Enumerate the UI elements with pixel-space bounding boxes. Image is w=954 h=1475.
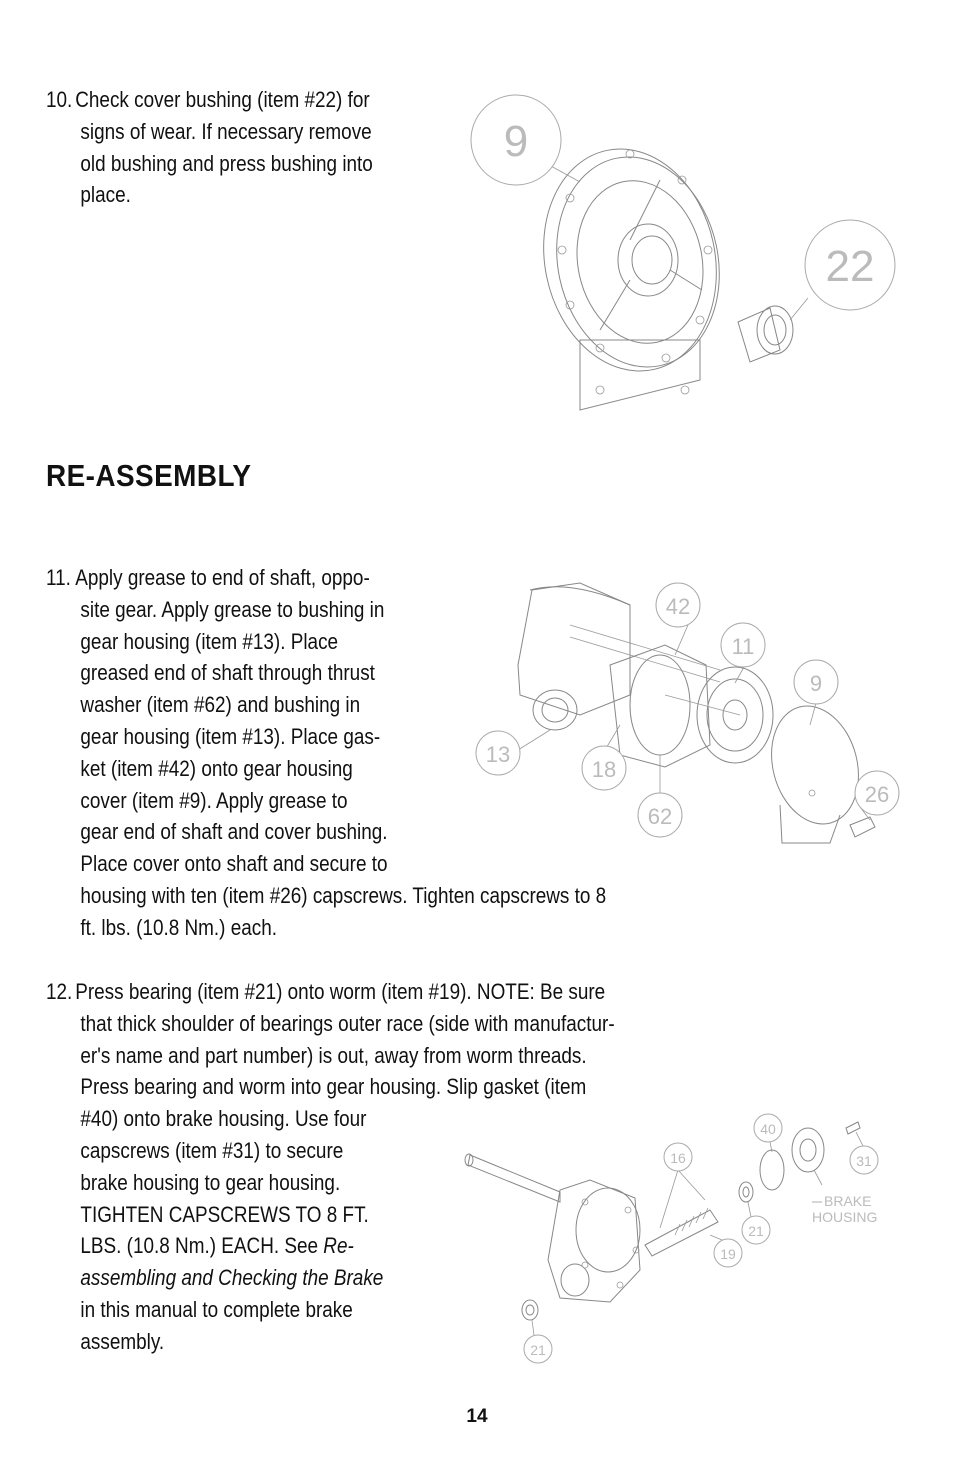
callout-label: 9 xyxy=(503,117,529,166)
step-text-line: housing with ten (item #26) capscrews. Tighten capscrews to 8 xyxy=(80,882,607,908)
callout-label: 9 xyxy=(809,671,823,696)
section-heading: RE-ASSEMBLY xyxy=(46,458,252,493)
step-text-line: in this manual to complete brake xyxy=(80,1296,353,1322)
step-text-line: Check cover bushing (item #22) for xyxy=(75,87,370,112)
callout-label: 42 xyxy=(665,594,691,619)
callout-label: 62 xyxy=(647,804,673,829)
step-text-line: LBS. (10.8 Nm.) EACH. See xyxy=(80,1233,319,1259)
step-text-line: brake housing to gear housing. xyxy=(80,1169,341,1195)
brake-housing-label: BRAKE xyxy=(824,1193,872,1209)
step-text-line: #40) onto brake housing. Use four xyxy=(80,1106,367,1132)
step-text-line: greased end of shaft through thrust xyxy=(80,660,375,686)
step-text-line: assembly. xyxy=(80,1328,165,1354)
step-text-line: er's name and part number) is out, away from worm threads. xyxy=(80,1042,587,1068)
step-text-line: cover (item #9). Apply grease to xyxy=(80,787,348,813)
step-10 xyxy=(46,84,373,211)
step-text-line: site gear. Apply grease to bushing in xyxy=(80,596,385,622)
callout-label: 16 xyxy=(670,1150,686,1166)
brake-housing-label: HOUSING xyxy=(812,1209,878,1225)
step-text-line: TIGHTEN CAPSCREWS TO 8 FT. xyxy=(80,1201,369,1227)
step-text-line: Apply grease to end of shaft, oppo- xyxy=(75,565,370,590)
step-number: 12. xyxy=(46,979,73,1004)
step-text-line: Press bearing and worm into gear housing. Slip gasket (item xyxy=(80,1074,587,1100)
figure-worm-brake-housing xyxy=(460,1110,900,1370)
callout-label: 22 xyxy=(825,242,875,291)
callout-label: 31 xyxy=(856,1153,872,1169)
cover-drawing xyxy=(524,133,739,410)
step-text-line: signs of wear. If necessary remove xyxy=(80,118,372,144)
step-text-line: Press bearing (item #21) onto worm (item #19). NOTE: Be sure xyxy=(75,979,606,1004)
figure-gear-housing-assembly xyxy=(470,575,910,855)
callout-label: 21 xyxy=(748,1223,764,1239)
step-text-line: gear housing (item #13). Place gas- xyxy=(80,723,381,749)
step-text-line: Place cover onto shaft and secure to xyxy=(80,851,388,877)
step-text-line: capscrews (item #31) to secure xyxy=(80,1137,344,1163)
step-text-line: washer (item #62) and bushing in xyxy=(80,692,361,718)
figure-cover-bushing xyxy=(470,90,910,420)
manual-reference: Re- xyxy=(323,1233,354,1259)
shaft-drawing xyxy=(465,1154,560,1202)
gasket-drawing xyxy=(610,645,710,767)
step-text-line: ket (item #42) onto gear housing xyxy=(80,755,353,781)
cover-drawing xyxy=(759,696,875,843)
step-text-line: place. xyxy=(80,182,131,208)
callout-label: 26 xyxy=(864,782,890,807)
callout-label: 13 xyxy=(485,742,511,767)
step-text-line: gear end of shaft and cover bushing. xyxy=(80,819,388,845)
step-text-line: that thick shoulder of bearings outer race (side with manufactur- xyxy=(80,1010,615,1036)
step-number: 10. xyxy=(46,87,73,112)
step-text-line: old bushing and press bushing into xyxy=(80,150,373,176)
callout-label: 18 xyxy=(591,757,617,782)
callout-label: 21 xyxy=(530,1342,546,1358)
callout-label: 40 xyxy=(760,1121,776,1137)
page-number: 14 xyxy=(466,1406,488,1427)
gear-housing-drawing xyxy=(548,1180,640,1302)
manual-reference: assembling and Checking the Brake xyxy=(80,1265,384,1291)
callout-label: 19 xyxy=(720,1246,736,1262)
worm-drawing xyxy=(645,1208,718,1256)
step-text-line: ft. lbs. (10.8 Nm.) each. xyxy=(80,914,278,940)
bushing-drawing xyxy=(738,306,793,362)
callout-label: 11 xyxy=(731,634,755,659)
step-number: 11. xyxy=(46,565,71,590)
step-text-line: gear housing (item #13). Place xyxy=(80,628,339,654)
